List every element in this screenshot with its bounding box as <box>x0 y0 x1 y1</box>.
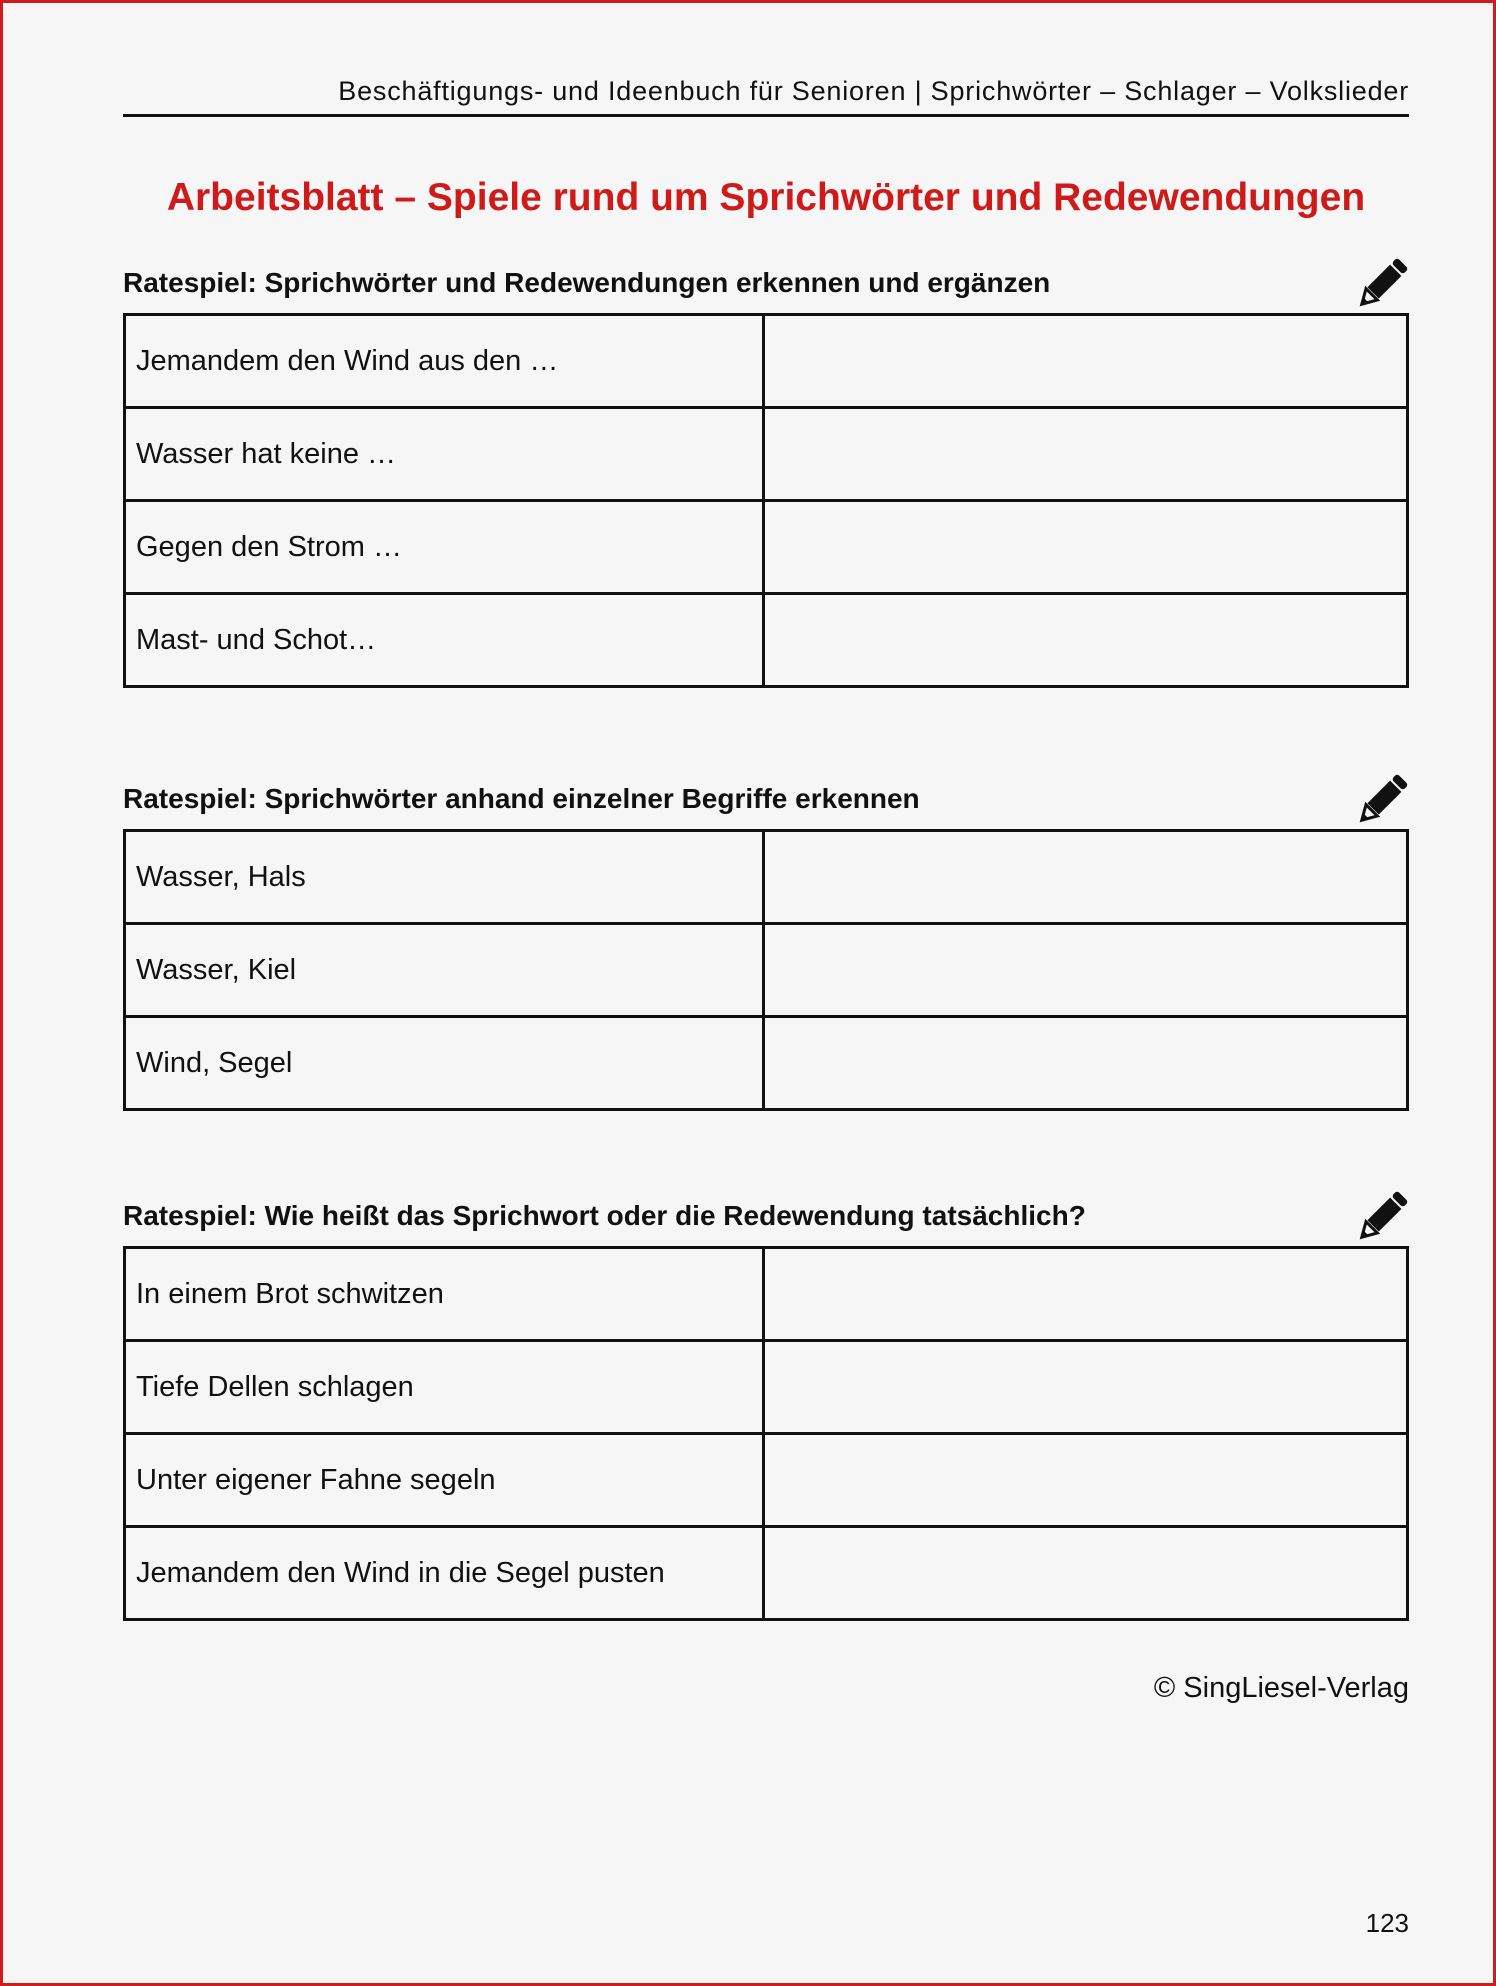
prompt-cell: Wasser, Hals <box>125 831 764 924</box>
prompt-cell: Mast- und Schot… <box>125 594 764 687</box>
section-heading <box>123 769 1409 829</box>
prompt-cell: Unter eigener Fahne segeln <box>125 1434 764 1527</box>
answer-cell[interactable] <box>763 1341 1407 1434</box>
prompt-cell: Gegen den Strom … <box>125 501 764 594</box>
answer-cell[interactable] <box>763 831 1407 924</box>
answer-table <box>123 1246 1409 1621</box>
prompt-cell: Wasser, Kiel <box>125 924 764 1017</box>
table-row <box>125 1017 1408 1110</box>
table-row <box>125 315 1408 408</box>
section-heading-text: Ratespiel: Sprichwörter anhand einzelner Begriffe erkennen <box>123 783 920 814</box>
section-heading-text: Ratespiel: Sprichwörter und Redewendungen erkennen und ergänzen <box>123 267 1051 298</box>
section-complete-proverbs <box>123 253 1409 688</box>
prompt-cell: Tiefe Dellen schlagen <box>125 1341 764 1434</box>
table-row <box>125 501 1408 594</box>
table-row <box>125 1341 1408 1434</box>
table-row <box>125 1434 1408 1527</box>
section-heading-text: Ratespiel: Wie heißt das Sprichwort oder die Redewendung tatsächlich? <box>123 1200 1086 1231</box>
pencil-icon <box>1357 1186 1409 1246</box>
answer-table <box>123 313 1409 688</box>
table-row <box>125 831 1408 924</box>
page-title: Arbeitsblatt – Spiele rund um Sprichwörter und Redewendungen <box>166 176 1366 219</box>
answer-cell[interactable] <box>763 1527 1407 1620</box>
prompt-cell: Wind, Segel <box>125 1017 764 1110</box>
prompt-cell: In einem Brot schwitzen <box>125 1248 764 1341</box>
prompt-cell: Jemandem den Wind in die Segel pusten <box>125 1527 764 1620</box>
answer-cell[interactable] <box>763 1017 1407 1110</box>
answer-table <box>123 829 1409 1111</box>
answer-cell[interactable] <box>763 594 1407 687</box>
table-row <box>125 594 1408 687</box>
section-heading <box>123 253 1409 313</box>
section-real-proverb <box>123 1186 1409 1621</box>
table-row <box>125 1527 1408 1620</box>
section-heading <box>123 1186 1409 1246</box>
answer-cell[interactable] <box>763 408 1407 501</box>
pencil-icon <box>1357 253 1409 313</box>
table-row <box>125 924 1408 1017</box>
answer-cell[interactable] <box>763 1248 1407 1341</box>
table-row <box>125 408 1408 501</box>
pencil-icon <box>1357 769 1409 829</box>
answer-cell[interactable] <box>763 924 1407 1017</box>
section-recognize-by-terms <box>123 769 1409 1111</box>
running-header: Beschäftigungs- und Ideenbuch für Senioren | Sprichwörter – Schlager – Volkslieder <box>123 65 1409 117</box>
answer-cell[interactable] <box>763 501 1407 594</box>
copyright-notice: © SingLiesel-Verlag <box>1153 1672 1409 1704</box>
page-number: 123 <box>1365 1908 1409 1938</box>
prompt-cell: Wasser hat keine … <box>125 408 764 501</box>
table-row <box>125 1248 1408 1341</box>
prompt-cell: Jemandem den Wind aus den … <box>125 315 764 408</box>
answer-cell[interactable] <box>763 315 1407 408</box>
answer-cell[interactable] <box>763 1434 1407 1527</box>
